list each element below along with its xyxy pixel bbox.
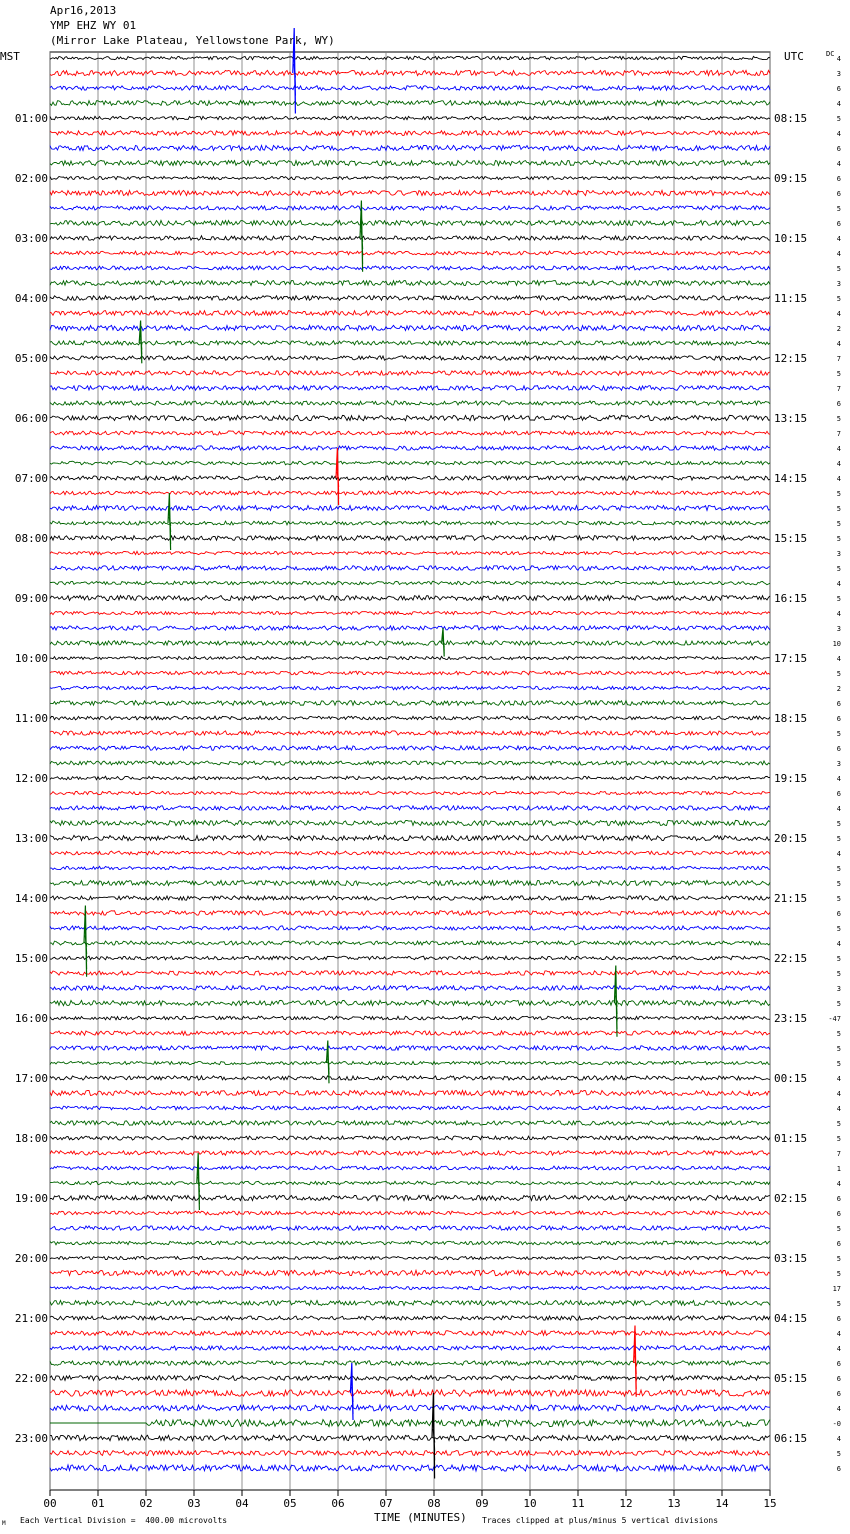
dc-offset-label: 5: [836, 265, 841, 273]
dc-offset-label: 3: [836, 280, 841, 288]
dc-offset-label: 4: [836, 445, 841, 453]
dc-offset-label: 5: [836, 595, 841, 603]
trace-line: [50, 461, 770, 465]
event-spike: [614, 966, 617, 1037]
dc-column-label: DC: [826, 50, 835, 58]
dc-offset-label: 6: [836, 190, 841, 198]
corner-mark: M: [2, 1520, 6, 1527]
dc-offset-label: 4: [836, 130, 841, 138]
dc-offset-label: 5: [836, 820, 841, 828]
trace-line: [50, 1091, 770, 1096]
dc-offset-label: 4: [836, 235, 841, 243]
trace-line: [50, 311, 770, 316]
trace-line: [50, 926, 770, 930]
x-tick-label: 04: [235, 1497, 249, 1510]
event-spike: [634, 1326, 637, 1397]
dc-offset-label: 5: [836, 1120, 841, 1128]
utc-hour-label: 21:15: [774, 892, 808, 905]
dc-offset-label: 4: [836, 160, 841, 168]
trace-line: [50, 1376, 770, 1381]
utc-hour-label: 00:15: [774, 1072, 808, 1085]
dc-offset-label: 5: [836, 505, 841, 513]
trace-line: [50, 656, 770, 659]
x-tick-label: 14: [715, 1497, 729, 1510]
utc-hour-label: 13:15: [774, 412, 808, 425]
utc-hour-label: 09:15: [774, 172, 808, 185]
utc-hour-label: 02:15: [774, 1192, 808, 1205]
dc-offset-label: 4: [836, 610, 841, 618]
trace-line: [50, 1270, 770, 1275]
trace-line: [50, 866, 770, 869]
trace-line: [50, 956, 770, 960]
dc-offset-label: 4: [836, 1405, 841, 1413]
mst-hour-label: 15:00: [14, 952, 48, 965]
dc-offset-label: 4: [836, 775, 841, 783]
dc-offset-label: 4: [836, 460, 841, 468]
scale-note: Each Vertical Division = 400.00 microvolts: [20, 1516, 228, 1525]
trace-line: [50, 506, 770, 511]
dc-offset-label: 6: [836, 400, 841, 408]
trace-line: [50, 986, 770, 991]
dc-offset-label: 6: [836, 745, 841, 753]
trace-line: [50, 1211, 770, 1215]
dc-offset-label: 4: [836, 1090, 841, 1098]
mst-hour-label: 05:00: [14, 352, 48, 365]
dc-offset-label: 4: [836, 55, 841, 63]
dc-offset-label: 5: [836, 865, 841, 873]
trace-line: [50, 896, 770, 900]
dc-offset-label: 4: [836, 250, 841, 258]
utc-hour-label: 14:15: [774, 472, 808, 485]
trace-line: [50, 551, 770, 554]
mst-hour-label: 19:00: [14, 1192, 48, 1205]
event-spike: [350, 1363, 353, 1420]
trace-line: [50, 86, 770, 91]
station-code: YMP EHZ WY 01: [50, 19, 137, 32]
trace-line: [50, 266, 770, 270]
trace-line: [50, 566, 770, 571]
dc-offset-label: 6: [836, 145, 841, 153]
dc-offset-label: 5: [836, 955, 841, 963]
dc-offset-label: 5: [836, 895, 841, 903]
dc-offset-label: 6: [836, 910, 841, 918]
trace-line: [50, 236, 770, 240]
dc-offset-label: 6: [836, 1465, 841, 1473]
trace-line: [50, 851, 770, 855]
x-tick-label: 15: [763, 1497, 777, 1510]
utc-hour-label: 15:15: [774, 532, 808, 545]
trace-line: [50, 536, 770, 541]
trace-line: [50, 1016, 770, 1020]
dc-offset-label: 4: [836, 1435, 841, 1443]
dc-offset-label: 3: [836, 70, 841, 78]
x-tick-label: 01: [91, 1497, 105, 1510]
trace-line: [50, 761, 770, 765]
dc-offset-label: 4: [836, 1345, 841, 1353]
trace-line: [50, 296, 770, 301]
trace-line: [50, 806, 770, 810]
dc-offset-label: 5: [836, 370, 841, 378]
mst-hour-label: 11:00: [14, 712, 48, 725]
x-tick-label: 02: [139, 1497, 153, 1510]
mst-hour-label: 08:00: [14, 532, 48, 545]
utc-hour-label: 17:15: [774, 652, 808, 665]
mst-hour-label: 09:00: [14, 592, 48, 605]
dc-offset-label: 5: [836, 880, 841, 888]
x-tick-label: 11: [571, 1497, 585, 1510]
dc-offset-label: 7: [836, 385, 841, 393]
dc-offset-label: 6: [836, 220, 841, 228]
event-spike: [293, 28, 296, 114]
utc-hour-label: 16:15: [774, 592, 808, 605]
trace-line: [50, 596, 770, 601]
utc-hour-label: 03:15: [774, 1252, 808, 1265]
trace-line: [50, 1076, 770, 1080]
trace-line: [50, 1061, 770, 1064]
dc-offset-label: 5: [836, 1000, 841, 1008]
event-spike: [360, 201, 363, 272]
dc-offset-label: 10: [832, 640, 841, 648]
dc-offset-label: 2: [836, 325, 841, 333]
utc-hour-label: 19:15: [774, 772, 808, 785]
trace-line: [50, 401, 770, 405]
trace-line: [50, 1181, 770, 1185]
trace-line: [50, 1420, 770, 1427]
utc-hour-label: 10:15: [774, 232, 808, 245]
dc-offset-label: 4: [836, 475, 841, 483]
x-tick-label: 13: [667, 1497, 681, 1510]
mst-hour-label: 18:00: [14, 1132, 48, 1145]
trace-line: [50, 1106, 770, 1110]
utc-hour-label: 23:15: [774, 1012, 808, 1025]
trace-line: [50, 1226, 770, 1230]
trace-line: [50, 371, 770, 376]
trace-line: [50, 431, 770, 435]
dc-offset-label: 3: [836, 625, 841, 633]
trace-line: [50, 686, 770, 690]
trace-line: [50, 1301, 770, 1306]
trace-line: [50, 881, 770, 886]
trace-line: [50, 611, 770, 614]
trace-line: [50, 386, 770, 391]
trace-line: [50, 1286, 770, 1289]
dc-offset-label: 6: [836, 1210, 841, 1218]
left-axis-label: MST: [0, 50, 20, 63]
utc-hour-label: 12:15: [774, 352, 808, 365]
dc-offset-label: 5: [836, 1135, 841, 1143]
x-tick-label: 06: [331, 1497, 345, 1510]
dc-offset-label: 6: [836, 1195, 841, 1203]
trace-line: [50, 160, 770, 165]
mst-hour-label: 22:00: [14, 1372, 48, 1385]
utc-hour-label: 11:15: [774, 292, 808, 305]
trace-line: [50, 626, 770, 630]
trace-line: [50, 1331, 770, 1336]
trace-line: [50, 1195, 770, 1200]
mst-hour-label: 03:00: [14, 232, 48, 245]
trace-line: [50, 446, 770, 450]
trace-line: [50, 176, 770, 179]
dc-offset-label: 5: [836, 730, 841, 738]
dc-offset-label: 7: [836, 430, 841, 438]
dc-offset-label: 5: [836, 520, 841, 528]
trace-line: [50, 1166, 770, 1170]
utc-hour-label: 18:15: [774, 712, 808, 725]
trace-line: [50, 190, 770, 195]
trace-line: [50, 776, 770, 779]
trace-line: [50, 1000, 770, 1005]
dc-offset-label: 4: [836, 1105, 841, 1113]
trace-line: [50, 1046, 770, 1050]
trace-line: [50, 731, 770, 735]
trace-line: [50, 206, 770, 210]
dc-offset-label: 4: [836, 805, 841, 813]
utc-hour-label: 01:15: [774, 1132, 808, 1145]
dc-offset-label: 6: [836, 1360, 841, 1368]
trace-line: [50, 221, 770, 226]
dc-offset-label: 5: [836, 415, 841, 423]
trace-line: [50, 415, 770, 420]
dc-offset-label: 5: [836, 1225, 841, 1233]
trace-line: [50, 325, 770, 330]
dc-offset-label: 5: [836, 565, 841, 573]
mst-hour-label: 10:00: [14, 652, 48, 665]
dc-offset-label: 4: [836, 1180, 841, 1188]
trace-line: [50, 1346, 770, 1350]
event-spike: [84, 906, 87, 977]
dc-offset-label: 6: [836, 700, 841, 708]
trace-line: [50, 251, 770, 255]
trace-line: [50, 746, 770, 750]
trace-line: [50, 1465, 770, 1471]
dc-offset-label: 6: [836, 1240, 841, 1248]
dc-offset-label: 6: [836, 715, 841, 723]
seismic-traces: [50, 28, 770, 1479]
dc-offset-label: 5: [836, 1270, 841, 1278]
utc-hour-label: 04:15: [774, 1312, 808, 1325]
trace-line: [50, 521, 770, 525]
dc-offset-label: 5: [836, 1255, 841, 1263]
x-tick-label: 09: [475, 1497, 489, 1510]
dc-offset-label: 6: [836, 1375, 841, 1383]
dc-offset-label: 5: [836, 670, 841, 678]
x-tick-label: 03: [187, 1497, 201, 1510]
trace-line: [50, 491, 770, 495]
mst-hour-label: 01:00: [14, 112, 48, 125]
dc-offset-label: -0: [832, 1420, 841, 1428]
trace-line: [50, 1031, 770, 1035]
dc-offset-label: 4: [836, 1075, 841, 1083]
trace-line: [50, 56, 770, 59]
dc-offset-label: 6: [836, 1315, 841, 1323]
trace-line: [50, 820, 770, 825]
trace-line: [50, 70, 770, 75]
trace-line: [50, 131, 770, 136]
trace-line: [50, 941, 770, 945]
mst-hour-label: 06:00: [14, 412, 48, 425]
mst-hour-label: 23:00: [14, 1432, 48, 1445]
dc-offset-label: 3: [836, 550, 841, 558]
dc-offset-label: 5: [836, 835, 841, 843]
trace-line: [50, 1316, 770, 1320]
mst-hour-label: 12:00: [14, 772, 48, 785]
dc-offset-label: 7: [836, 355, 841, 363]
dc-offset-label: 5: [836, 115, 841, 123]
utc-hour-label: 20:15: [774, 832, 808, 845]
x-tick-label: 08: [427, 1497, 441, 1510]
x-tick-label: 12: [619, 1497, 633, 1510]
mst-hour-label: 16:00: [14, 1012, 48, 1025]
x-tick-label: 05: [283, 1497, 297, 1510]
event-spike: [197, 1153, 200, 1210]
trace-line: [50, 101, 770, 106]
dc-offset-label: 6: [836, 85, 841, 93]
trace-line: [50, 1151, 770, 1156]
mst-hour-label: 02:00: [14, 172, 48, 185]
dc-offset-label: 5: [836, 970, 841, 978]
dc-offset-label: 5: [836, 1030, 841, 1038]
trace-line: [50, 476, 770, 480]
x-tick-label: 00: [43, 1497, 57, 1510]
trace-line: [50, 1256, 770, 1259]
mst-hour-label: 14:00: [14, 892, 48, 905]
dc-offset-label: 4: [836, 340, 841, 348]
dc-offset-label: 4: [836, 940, 841, 948]
dc-offset-label: 1: [836, 1165, 841, 1173]
x-axis-title: TIME (MINUTES): [374, 1511, 467, 1524]
trace-line: [50, 1405, 770, 1411]
utc-hour-label: 05:15: [774, 1372, 808, 1385]
record-date: Apr16,2013: [50, 4, 117, 17]
mst-hour-label: 13:00: [14, 832, 48, 845]
trace-line: [50, 581, 770, 585]
dc-offset-label: 3: [836, 985, 841, 993]
trace-line: [50, 281, 770, 286]
dc-offset-label: 4: [836, 310, 841, 318]
dc-offset-label: 5: [836, 1045, 841, 1053]
mst-hour-label: 20:00: [14, 1252, 48, 1265]
trace-line: [50, 1361, 770, 1365]
right-axis-label: UTC: [784, 50, 804, 63]
trace-line: [50, 116, 770, 120]
dc-offset-label: 3: [836, 760, 841, 768]
dc-offset-label: 4: [836, 850, 841, 858]
trace-line: [50, 145, 770, 150]
dc-offset-label: 4: [836, 100, 841, 108]
dc-offset-label: 6: [836, 1390, 841, 1398]
trace-line: [50, 1435, 770, 1440]
station-location: (Mirror Lake Plateau, Yellowstone Park, WY): [50, 34, 335, 47]
clip-note: Traces clipped at plus/minus 5 vertical divisions: [482, 1516, 719, 1525]
dc-offset-label: 5: [836, 1450, 841, 1458]
dc-offset-label: 5: [836, 1060, 841, 1068]
mst-hour-label: 21:00: [14, 1312, 48, 1325]
trace-line: [50, 341, 770, 345]
x-tick-label: 07: [379, 1497, 393, 1510]
dc-offset-label: 6: [836, 175, 841, 183]
trace-line: [50, 1390, 770, 1396]
utc-hour-label: 08:15: [774, 112, 808, 125]
trace-line: [50, 835, 770, 840]
trace-line: [50, 671, 770, 675]
trace-line: [50, 716, 770, 720]
dc-offset-label: 5: [836, 205, 841, 213]
trace-line: [50, 791, 770, 794]
dc-offset-label: 4: [836, 655, 841, 663]
dc-offset-label: 5: [836, 490, 841, 498]
dc-offset-label: 6: [836, 790, 841, 798]
mst-hour-label: 04:00: [14, 292, 48, 305]
utc-hour-label: 06:15: [774, 1432, 808, 1445]
trace-line: [50, 1451, 770, 1456]
dc-offset-label: 2: [836, 685, 841, 693]
event-spike: [168, 493, 171, 550]
event-spike: [442, 628, 445, 657]
dc-offset-label: 4: [836, 580, 841, 588]
trace-line: [50, 1136, 770, 1140]
trace-line: [50, 971, 770, 975]
x-tick-label: 10: [523, 1497, 537, 1510]
mst-hour-label: 07:00: [14, 472, 48, 485]
trace-line: [50, 1121, 770, 1125]
trace-line: [50, 701, 770, 706]
dc-offset-label: -47: [828, 1015, 841, 1023]
dc-offset-label: 5: [836, 925, 841, 933]
trace-line: [50, 356, 770, 360]
dc-offset-label: 4: [836, 1330, 841, 1338]
mst-hour-label: 17:00: [14, 1072, 48, 1085]
trace-line: [50, 1241, 770, 1245]
utc-hour-label: 22:15: [774, 952, 808, 965]
dc-offset-label: 5: [836, 295, 841, 303]
dc-offset-label: 17: [832, 1285, 841, 1293]
dc-offset-label: 5: [836, 1300, 841, 1308]
dc-offset-label: 5: [836, 535, 841, 543]
dc-offset-label: 7: [836, 1150, 841, 1158]
trace-line: [50, 911, 770, 916]
trace-line: [50, 641, 770, 645]
